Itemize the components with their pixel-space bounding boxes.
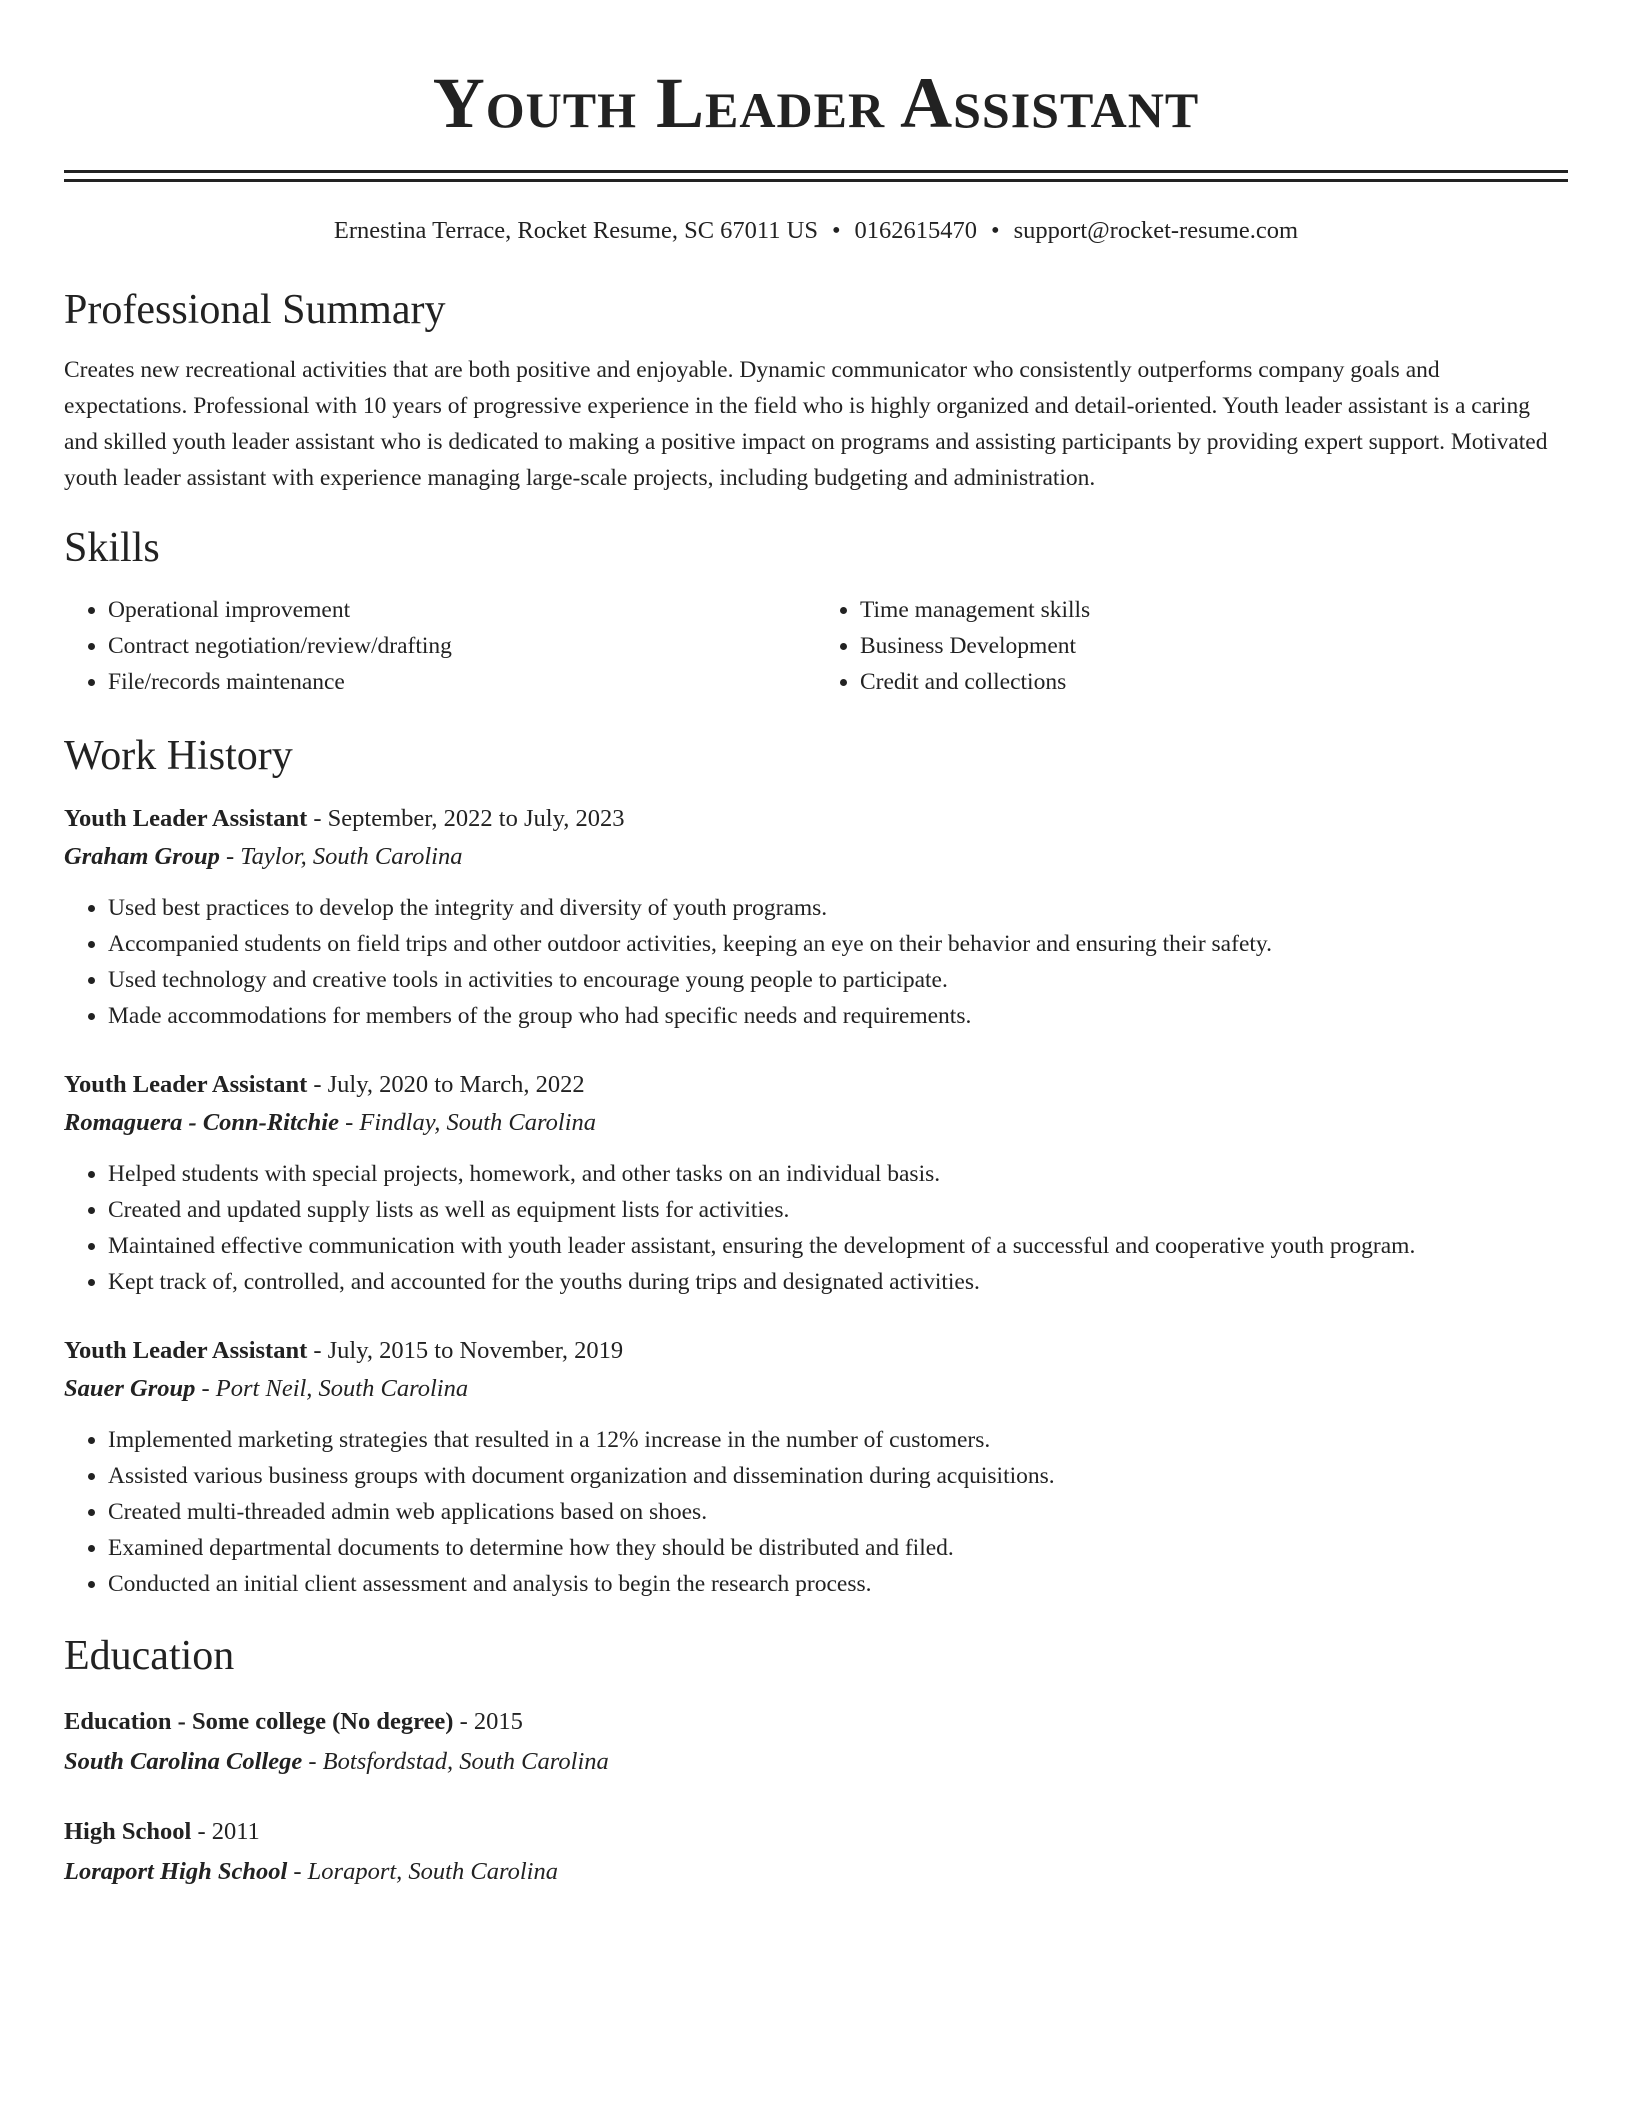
company-line [64, 1370, 1568, 1408]
job-title-line [64, 800, 1568, 838]
job-bullet: • Conducted an initial client assessment and analysis to begin the research process. [108, 1566, 1568, 1602]
school-name: South Carolina College [64, 1748, 303, 1775]
job-bullet: • Kept track of, controlled, and accounted for the youths during trips and designated activities. [108, 1264, 1568, 1300]
company-location: - Port Neil, South Carolina [195, 1375, 469, 1402]
job-dates: - July, 2015 to November, 2019 [307, 1337, 624, 1364]
skill-item: • File/records maintenance [108, 664, 816, 700]
job-entry [64, 1332, 1568, 1602]
contact-phone: 0162615470 [854, 217, 978, 244]
job-bullet: • Made accommodations for members of the group who had specific needs and requirements. [108, 998, 1568, 1034]
divider-line-bottom [64, 179, 1568, 182]
skill-item: • Operational improvement [108, 592, 816, 628]
summary-heading: Professional Summary [64, 287, 446, 333]
contact-email: support@rocket-resume.com [1013, 217, 1299, 244]
job-title: Youth Leader Assistant [64, 805, 308, 832]
resume-title: Youth Leader Assistant [432, 63, 1200, 143]
school-line [64, 1742, 1568, 1782]
job-title: Youth Leader Assistant [64, 1337, 308, 1364]
job-bullet: • Examined departmental documents to determine how they should be distributed and filed. [108, 1530, 1568, 1566]
company-line [64, 1104, 1568, 1142]
skill-item: • Business Development [860, 628, 1568, 664]
education-heading: Education [64, 1633, 235, 1679]
education-entry [64, 1812, 1568, 1892]
degree-year: - 2011 [191, 1818, 260, 1845]
job-bullets [64, 1156, 1568, 1300]
work-history-heading: Work History [64, 733, 293, 779]
contact-info [64, 214, 1568, 248]
skills-list [64, 592, 1568, 700]
company-location: - Taylor, South Carolina [219, 843, 463, 870]
job-bullet: • Created and updated supply lists as well as equipment lists for activities. [108, 1192, 1568, 1228]
job-bullet: • Accompanied students on field trips and other outdoor activities, keeping an eye on their behavior and ensuring their safety. [108, 926, 1568, 962]
skills-heading: Skills [64, 525, 160, 571]
job-bullets [64, 890, 1568, 1034]
company-line [64, 838, 1568, 876]
skill-item: • Time management skills [860, 592, 1568, 628]
job-title-line [64, 1066, 1568, 1104]
divider-line-top [64, 170, 1568, 173]
job-bullet: • Maintained effective communication with youth leader assistant, ensuring the development of a successful and cooperative youth program. [108, 1228, 1568, 1264]
job-bullet: • Used technology and creative tools in activities to encourage young people to participate. [108, 962, 1568, 998]
company-name: Graham Group [64, 843, 220, 870]
school-line [64, 1852, 1568, 1892]
contact-separator: • [831, 217, 841, 244]
skill-item: • Contract negotiation/review/drafting [108, 628, 816, 664]
job-dates: - July, 2020 to March, 2022 [307, 1071, 585, 1098]
degree-name: High School [64, 1818, 192, 1845]
company-name: Sauer Group [64, 1375, 196, 1402]
education-entry [64, 1702, 1568, 1782]
school-name: Loraport High School [64, 1858, 288, 1885]
job-bullet: • Implemented marketing strategies that resulted in a 12% increase in the number of customers. [108, 1422, 1568, 1458]
degree-year: - 2015 [453, 1708, 523, 1735]
school-location: - Botsfordstad, South Carolina [302, 1748, 609, 1775]
summary-text: Creates new recreational activities that are both positive and enjoyable. Dynamic communicator who consistently outperforms company goals and expectations. Professional with 10 years of progressive experience in the field who is highly organized and detail-oriented. Youth leader assistant is a caring and skilled youth leader assistant who is dedicated to making a positive impact on programs and assisting participants by providing expert support. Motivated youth leader assistant with experience managing large-scale projects, including budgeting and administration. [64, 357, 1548, 491]
skills-column-left [64, 592, 816, 700]
job-bullet: • Assisted various business groups with document organization and dissemination during acquisitions. [108, 1458, 1568, 1494]
job-title-line [64, 1332, 1568, 1370]
school-location: - Loraport, South Carolina [287, 1858, 558, 1885]
job-dates: - September, 2022 to July, 2023 [307, 805, 625, 832]
title-divider [64, 170, 1568, 182]
job-entry [64, 1066, 1568, 1300]
job-bullet: • Used best practices to develop the integrity and diversity of youth programs. [108, 890, 1568, 926]
job-bullets [64, 1422, 1568, 1602]
skills-column-right [816, 592, 1568, 700]
job-entry [64, 800, 1568, 1034]
skill-item: • Credit and collections [860, 664, 1568, 700]
degree-line [64, 1702, 1568, 1742]
contact-separator: • [991, 217, 1000, 244]
degree-line [64, 1812, 1568, 1852]
job-bullet: • Helped students with special projects, homework, and other tasks on an individual basis. [108, 1156, 1568, 1192]
degree-name: Education - Some college (No degree) [64, 1708, 454, 1735]
company-location: - Findlay, South Carolina [338, 1109, 597, 1136]
job-bullet: • Created multi-threaded admin web applications based on shoes. [108, 1494, 1568, 1530]
company-name: Romaguera - Conn-Ritchie [64, 1109, 339, 1136]
job-title: Youth Leader Assistant [64, 1071, 308, 1098]
contact-address: Ernestina Terrace, Rocket Resume, SC 67011 US [333, 217, 818, 244]
